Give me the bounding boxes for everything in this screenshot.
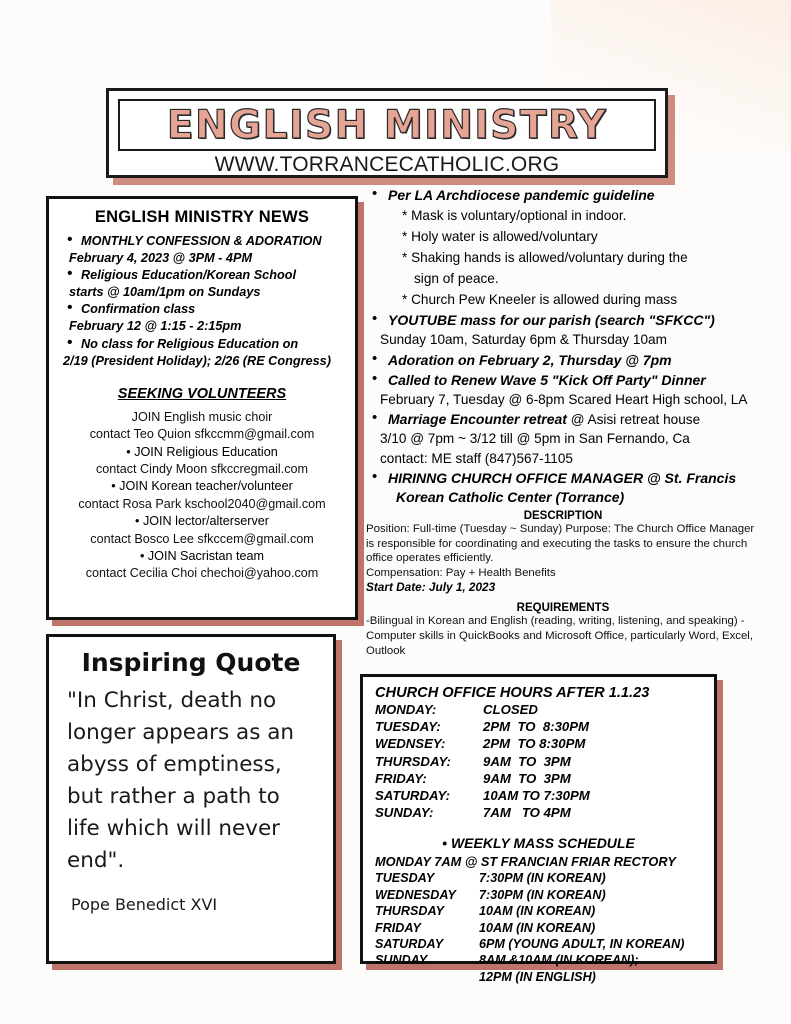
- announcement-heading-line2: Korean Catholic Center (Torrance): [396, 489, 625, 505]
- news-item: [55, 301, 349, 334]
- announcement-youtube-mass: [366, 311, 760, 350]
- news-item-line1: MONTHLY CONFESSION & ADORATION: [81, 234, 322, 248]
- mass-time: 6PM (YOUNG ADULT, IN KOREAN): [479, 937, 685, 952]
- table-row: [375, 771, 590, 788]
- news-item-line1: Religious Education/Korean School: [81, 268, 297, 283]
- quote-author: Pope Benedict XVI: [71, 895, 218, 914]
- mass-day: SATURDAY: [375, 937, 444, 952]
- news-item: [55, 233, 349, 266]
- announcement-heading: • Called to Renew Wave 5 "Kick Off Party" Dinner: [388, 371, 706, 388]
- retreat-location: @ Asisi retreat house: [566, 412, 701, 427]
- news-item-line2: February 12 @ 1:15 - 2:15pm: [69, 318, 242, 333]
- table-row: [375, 719, 590, 736]
- table-row: [375, 754, 590, 771]
- job-start-date: Start Date: July 1, 2023: [366, 580, 496, 595]
- title-banner: [106, 88, 668, 178]
- mass-day: SUNDAY: [375, 953, 428, 968]
- mass-schedule-heading: • WEEKLY MASS SCHEDULE: [363, 835, 714, 851]
- announcement-heading: • HIRINNG CHURCH OFFICE MANAGER @ St. Francis: [388, 470, 737, 486]
- mass-time: 7:30PM (IN KOREAN): [479, 871, 606, 886]
- volunteer-role: • JOIN lector/alterserver: [49, 513, 355, 530]
- hours-day: SUNDAY:: [375, 805, 434, 821]
- announcement-heading: [388, 410, 760, 429]
- job-description-heading: DESCRIPTION: [523, 510, 603, 522]
- volunteer-role: • JOIN Sacristan team: [49, 548, 355, 565]
- volunteer-contact: contact Cindy Moon sfkccregmail.com: [95, 461, 309, 476]
- announcement-heading: • Adoration on February 2, Thursday @ 7pm: [388, 351, 672, 368]
- mass-english-time: 12PM (IN ENGLISH): [479, 969, 596, 984]
- hours-day: SATURDAY:: [375, 788, 450, 804]
- guideline-point: * Shaking hands is allowed/voluntary during the: [402, 250, 688, 265]
- title-inner-frame: [118, 99, 656, 151]
- hours-value: 10AM TO 7:30PM: [483, 788, 590, 804]
- announcements-column: [366, 186, 760, 658]
- table-row: [375, 887, 684, 903]
- news-item-line1: No class for Religious Education on: [81, 336, 299, 351]
- english-ministry-news-box: [46, 196, 358, 620]
- inspiring-quote-box: [46, 634, 336, 964]
- office-hours-and-mass-schedule-box: [360, 674, 717, 984]
- hours-day: TUESDAY:: [375, 719, 441, 735]
- quote-text: "In Christ, death no longer appears as an abyss of emptiness, but rather a path to life which will never end".: [67, 688, 295, 873]
- guideline-point: * Church Pew Kneeler is allowed during mass: [402, 292, 678, 307]
- table-row: [375, 952, 684, 968]
- announcement-marriage-encounter: [366, 410, 760, 468]
- mass-monday-line: MONDAY 7AM @ ST FRANCIAN FRIAR RECTORY: [375, 854, 676, 870]
- guideline-point: * Holy water is allowed/voluntary: [402, 229, 598, 244]
- mass-day: TUESDAY: [375, 871, 435, 886]
- volunteer-contact: contact Bosco Lee sfkccem@gmail.com: [90, 531, 314, 546]
- announcement-detail: February 7, Tuesday @ 6-8pm Scared Heart High school, LA: [380, 391, 748, 407]
- mass-day: THURSDAY: [375, 904, 445, 919]
- news-heading: ENGLISH MINISTRY NEWS: [94, 208, 310, 226]
- table-row: [375, 805, 590, 822]
- page-title: ENGLISH MINISTRY: [166, 102, 608, 148]
- table-row: [375, 736, 590, 753]
- volunteer-contact: contact Rosa Park kschool2040@gmail.com: [78, 496, 326, 511]
- retreat-title: Marriage Encounter retreat: [388, 411, 567, 427]
- mass-time: 10AM (IN KOREAN): [479, 920, 596, 935]
- news-item: [55, 336, 349, 353]
- table-row: [375, 788, 590, 805]
- announcement-heading: • YOUTUBE mass for our parish (search "SFKCC"): [388, 312, 715, 328]
- mass-time: 10AM (IN KOREAN): [479, 904, 596, 919]
- hours-value: 9AM TO 3PM: [483, 753, 571, 769]
- volunteer-role: • JOIN Religious Education: [49, 444, 355, 461]
- hours-day: FRIDAY:: [375, 770, 427, 786]
- announcement-detail: Sunday 10am, Saturday 6pm & Thursday 10am: [380, 332, 667, 347]
- mass-day: FRIDAY: [375, 920, 421, 935]
- announcement-detail: 3/10 @ 7pm ~ 3/12 till @ 5pm in San Fernando, Ca: [380, 431, 690, 446]
- news-item-line1: Confirmation class: [81, 302, 196, 317]
- table-row: [375, 936, 684, 952]
- job-description-body: Position: Full-time (Tuesday ~ Sunday) Purpose: The Church Office Manager is responsible for coordinating and executing the tasks to ensure the church office operates efficiently.: [366, 523, 755, 565]
- seeking-volunteers-heading: SEEKING VOLUNTEERS: [117, 385, 287, 402]
- news-item-line2: starts @ 10am/1pm on Sundays: [69, 284, 261, 299]
- table-row: [375, 870, 684, 886]
- volunteer-contact: contact Cecilia Choi chechoi@yahoo.com: [85, 566, 319, 581]
- office-hours-heading: CHURCH OFFICE HOURS AFTER 1.1.23: [375, 685, 650, 701]
- mass-schedule-table: [375, 870, 684, 968]
- announcement-kickoff-dinner: [366, 371, 760, 410]
- quote-heading: Inspiring Quote: [81, 648, 301, 677]
- mass-time: 8AM &10AM (IN KOREAN);: [479, 953, 639, 968]
- hours-value: 2PM TO 8:30PM: [483, 736, 586, 752]
- announcement-pandemic-guideline: [366, 186, 760, 310]
- hours-value: 2PM TO 8:30PM: [483, 719, 590, 735]
- table-row: [375, 702, 590, 719]
- mass-day: WEDNESDAY: [375, 887, 456, 902]
- hours-day: MONDAY:: [375, 702, 437, 717]
- mass-time: 7:30PM (IN KOREAN): [479, 887, 606, 902]
- announcement-list: [366, 186, 760, 507]
- volunteer-contact: contact Teo Quion sfkccmm@gmail.com: [89, 427, 315, 442]
- hours-value: 9AM TO 3PM: [483, 770, 571, 786]
- job-compensation: Compensation: Pay + Health Benefits: [366, 566, 556, 579]
- announcement-adoration: [366, 351, 760, 370]
- news-item: [55, 267, 349, 300]
- hours-day: WEDNSEY:: [375, 736, 446, 752]
- announcement-hiring-office-manager: [366, 469, 760, 507]
- announcement-contact: contact: ME staff (847)567-1105: [380, 450, 573, 466]
- guideline-point: * Mask is voluntary/optional in indoor.: [402, 208, 627, 223]
- volunteer-role: JOIN English music choir: [131, 409, 273, 424]
- table-row: [375, 903, 684, 919]
- office-hours-table: [375, 702, 590, 822]
- hours-value: 7AM TO 4PM: [483, 805, 571, 821]
- table-row: [375, 920, 684, 936]
- website-url: WWW.TORRANCECATHOLIC.ORG: [214, 153, 560, 176]
- hours-day: THURSDAY:: [375, 753, 451, 769]
- hours-value: CLOSED: [483, 702, 538, 717]
- news-item-line2: February 4, 2023 @ 3PM - 4PM: [69, 250, 253, 265]
- volunteer-role: • JOIN Korean teacher/volunteer: [49, 478, 355, 495]
- news-no-class-line: 2/19 (President Holiday); 2/26 (RE Congress): [63, 354, 331, 369]
- guideline-point-continued: sign of peace.: [414, 271, 499, 286]
- job-requirements-heading: REQUIREMENTS: [516, 602, 610, 615]
- news-list: [49, 233, 355, 370]
- announcement-heading: • Per LA Archdiocese pandemic guideline: [388, 187, 655, 203]
- job-requirements-body: -Bilingual in Korean and English (reading, writing, listening, and speaking) - Computer skills in QuickBooks and Microsoft Office, particularly Word, Excel, Outlook: [366, 615, 753, 657]
